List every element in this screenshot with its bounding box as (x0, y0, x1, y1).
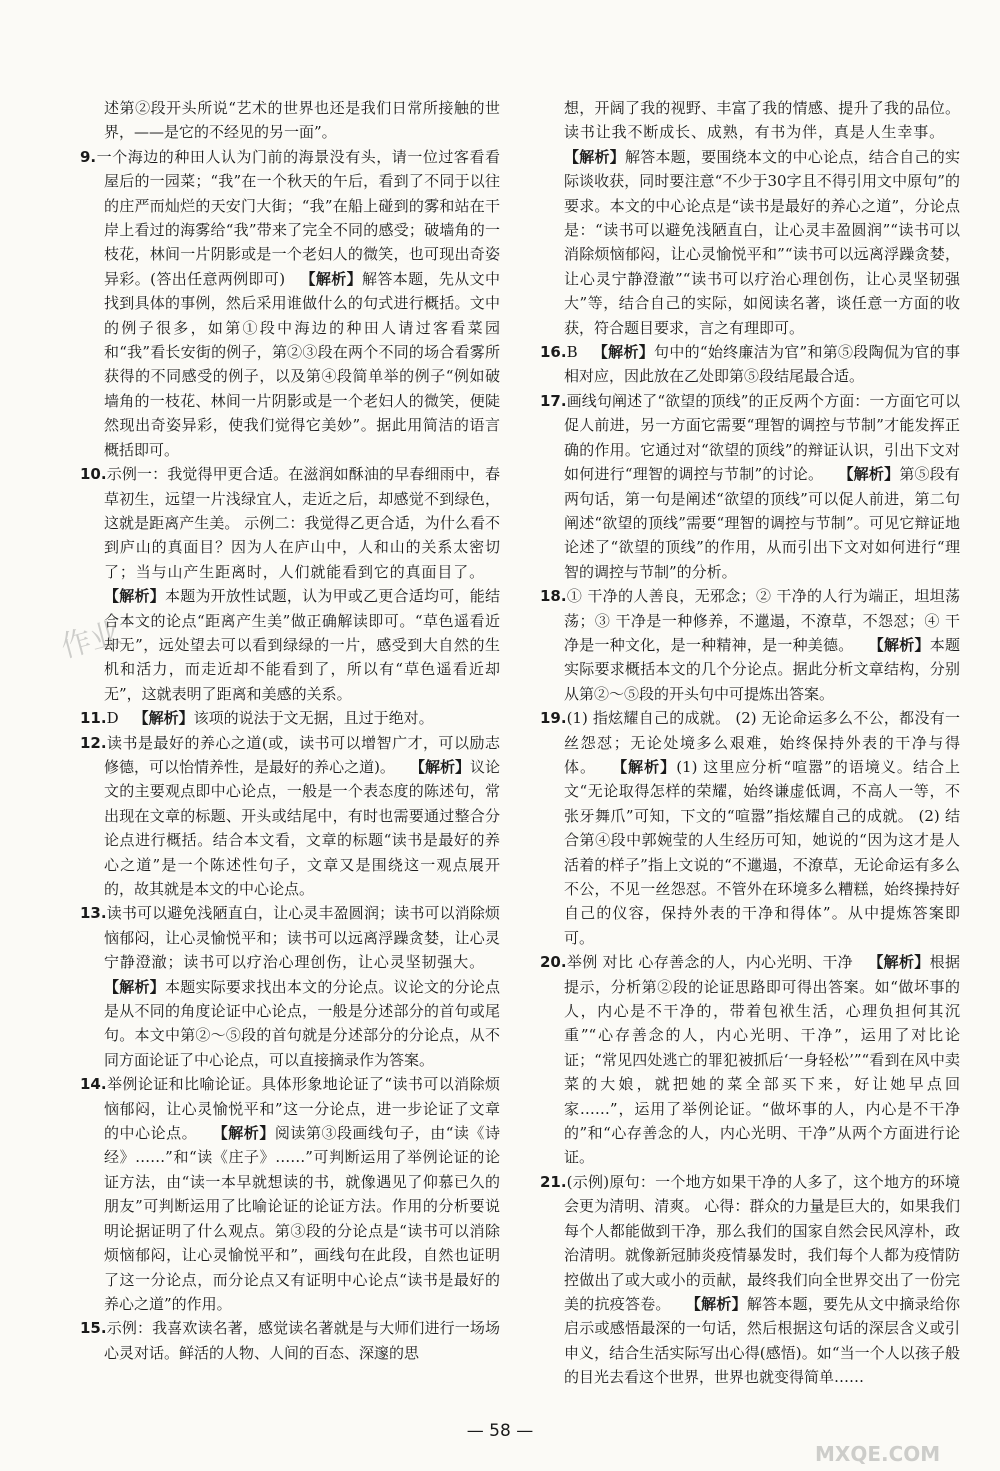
answer-item (540, 584, 960, 706)
answer-item (80, 1316, 500, 1365)
analysis-text: 本题为开放性试题，认为甲或乙更合适均可，能结合本文的论点“距离产生美”做正确解读即可。“草色遥看近却无”，远处望去可以看到绿绿的一片，感受到大自然的生机和活力，而走近却不能看到了，所以有“草色遥看近却无”，这就表明了距离和美感的关系。 (104, 587, 500, 703)
right-column (540, 96, 960, 1390)
answer-item (80, 96, 500, 145)
analysis-tag: 【解析】 (409, 757, 470, 776)
answer-text: (示例)原句：一个地方如果干净的人多了，这个地方的环境会更为清明、清爽。 心得：群众的力量是巨大的，如果我们每个人都能做到干净，那么我们的国家自然会民风淳朴，政治清明。就像新冠肺炎疫情暴发时，我们每个人都为疫情防控做出了或大或小的贡献，最终我们向全世界交出了一份完美的抗疫答卷。 (564, 1172, 960, 1313)
question-number: 19. (540, 709, 567, 728)
answer-item (80, 731, 500, 902)
question-number: 9. (80, 147, 97, 166)
analysis-text: 解答本题，要先从文中摘录给你启示或感悟最深的一句话，然后根据这句话的深层含义或引申义，结合生活实际写出心得(感悟)。如“当一个人以孩子般的目光去看这个世界，世界也就变得简单…… (564, 1294, 960, 1387)
analysis-tag: 【解析】 (868, 953, 930, 972)
answer-text: B (566, 343, 578, 362)
analysis-text: 根据提示，分析第②段的论证思路即可得出答案。如“做坏事的人，内心是不干净的，带着包袱生活，心理负担何其沉重”“心存善念的人，内心光明、干净”，运用了对比论证；“常见四处逃亡的罪犯被抓后‘一身轻松’”“看到在风中卖菜的大娘，就把她的菜全部买下来，好让她早点回家……”，运用了举例论证。“做坏事的人，内心是不干净的”和“心存善念的人，内心光明、干净”从两个方面进行论证。 (564, 953, 960, 1167)
analysis-text: 该项的说法于文无据，且过于绝对。 (193, 709, 434, 728)
analysis-tag: 【解析】 (592, 343, 655, 362)
question-number: 11. (80, 709, 107, 728)
analysis-tag: 【解析】 (212, 1124, 275, 1143)
answer-item (540, 706, 960, 950)
answer-text: 读书可以避免浅陋直白，让心灵丰盈圆润；读书可以消除烦恼郁闷，让心灵愉悦平和；读书可以远离浮躁贪婪，让心灵宁静澄澈；读书可以疗治心理创伤，让心灵坚韧强大。 (104, 904, 500, 972)
analysis-text: 第⑤段有两句话，第一句是阐述“欲望的顶线”可以促人前进，第二句阐述“欲望的顶线”需要“理智的调控与节制”。可见它辩证地论述了“欲望的顶线”的作用，从而引出下文对如何进行“理智的调控与节制”的分析。 (564, 465, 960, 581)
analysis-tag: 【解析】 (868, 635, 930, 654)
analysis-text: 解答本题，要围绕本文的中心论点，结合自己的实际谈收获，同时要注意“不少于30字且不得引用文中原句”的要求。本文的中心论点是“读书是最好的养心之道”，分论点是：“读书可以避免浅陋直白，让心灵丰盈圆润”“读书可以消除烦恼郁闷，让心灵愉悦平和”“读书可以远离浮躁贪婪，让心灵宁静澄澈”“读书可以疗治心理创伤，让心灵坚韧强大”等，结合自己的实际，如阅读名著，谈任意一方面的收获，符合题目要求，言之有理即可。 (564, 147, 960, 337)
answer-item (80, 706, 500, 730)
answer-item (540, 340, 960, 389)
question-number: 10. (80, 465, 107, 484)
question-number: 14. (80, 1075, 107, 1094)
answer-item (540, 1170, 960, 1390)
answer-text: 示例：我喜欢读名著，感觉读名著就是与大师们进行一场场心灵对话。鲜活的人物、人间的百态、深邃的思 (104, 1319, 500, 1362)
analysis-text: 议论文的主要观点即中心论点，一般是一个表态度的陈述句，常出现在文章的标题、开头或结尾中，有时也需要通过整合分论点进行概括。结合本文看，文章的标题“读书是最好的养心之道”是一个陈述性句子，文章又是围绕这一观点展开的，故其就是本文的中心论点。 (104, 757, 500, 898)
analysis-tag: 【解析】 (838, 465, 900, 484)
watermark-site: MXQE.COM (815, 1442, 941, 1466)
answer-text: 一个海边的种田人认为门前的海景没有头，请一位过客看看屋后的一园菜；“我”在一个秋天的午后，看到了不同于以往的庄严而灿烂的天安门大街；“我”在船上碰到的雾和站在干岸上看过的海雾给“我”带来了完全不同的感受；破墙角的一枝花，林间一片阴影或是一个老妇人的微笑，也可现出奇姿异彩。(答出任意两例即可) (96, 147, 500, 288)
answer-text: 示例一：我觉得甲更合适。在滋润如酥油的早春细雨中，春草初生，远望一片浅绿宜人，走近之后，却感觉不到绿色，这就是距离产生美。 示例二：我觉得乙更合适，为什么看不到庐山的真面目？因为人在庐山中，人和山的关系太密切了；当与山产生距离时，人们就能看到它的真面目了。 (104, 465, 500, 581)
question-number: 15. (80, 1319, 107, 1338)
question-number: 16. (540, 343, 567, 362)
answer-text: 画线句阐述了“欲望的顶线”的正反两个方面：一方面它可以促人前进，另一方面它需要“理智的调控与节制”才能发挥正确的作用。它通过对“欲望的顶线”的辩证认识，引出下文对如何进行“理智的调控与节制”的讨论。 (564, 391, 960, 484)
question-number: 13. (80, 904, 107, 923)
analysis-tag: 【解析】 (685, 1294, 747, 1313)
analysis-tag: 【解析】 (564, 147, 625, 166)
answer-item (80, 462, 500, 706)
answer-text: 读书是最好的养心之道(或，读书可以增智广才，可以励志修德，可以怡情养性，是最好的养心之道)。 (104, 733, 500, 776)
left-column (80, 96, 500, 1365)
answer-item (80, 145, 500, 462)
question-number: 12. (80, 733, 107, 752)
analysis-tag: 【解析】 (133, 709, 194, 728)
answer-text: 想，开阔了我的视野、丰富了我的情感、提升了我的品位。读书让我不断成长、成熟，有书为伴，真是人生幸事。 (564, 99, 960, 142)
answer-text: 述第②段开头所说“艺术的世界也还是我们日常所接触的世界，——是它的不经见的另一面”。 (104, 99, 500, 142)
question-number: 20. (540, 953, 567, 972)
analysis-tag: 【解析】 (104, 977, 165, 996)
answer-item (80, 1072, 500, 1316)
analysis-tag: 【解析】 (611, 757, 677, 776)
analysis-text: 句中的“始终廉洁为官”和第⑤段陶侃为官的事相对应，因此放在乙处即第⑤段结尾最合适。 (564, 343, 960, 386)
question-number: 17. (540, 391, 567, 410)
analysis-text: 阅读第③段画线句子，由“读《诗经》……”和“读《庄子》……”可判断运用了举例论证的论证方法，由“读一本早就想读的书，就像遇见了仰慕已久的朋友”可判断运用了比喻论证的论证方法。作用的分析要说明论据证明了什么观点。第③段的分论点是“读书可以消除烦恼郁闷，让心灵愉悦平和”，画线句在此段，自然也证明了这一分论点，而分论点又有证明中心论点“读书是最好的养心之道”的作用。 (104, 1124, 500, 1313)
analysis-tag: 【解析】 (104, 587, 165, 606)
analysis-text: 解答本题，先从文中找到具体的事例，然后采用谁做什么的句式进行概括。文中的例子很多，如第①段中海边的种田人请过客看菜园和“我”看长安街的例子，第②③段在两个不同的场合看雾所获得的不同感受的例子，以及第④段简单举的例子“例如破墙角的一枝花、林间一片阴影或是一个老妇人的微笑，便陡然现出奇姿异彩，使我们觉得它美妙”。据此用简洁的语言概括即可。 (104, 269, 500, 459)
answer-item (540, 950, 960, 1170)
answer-text: ① 干净的人善良，无邪念；② 干净的人行为端正，坦坦荡荡；③ 干净是一种修养，不邋遢，不潦草，不怨怼；④ 干净是一种文化，是一种精神，是一种美德。 (564, 587, 960, 654)
answer-text: (1) 指炫耀自己的成就。 (2) 无论命运多么不公，都没有一丝怨怼；无论处境多么艰难，始终保持外表的干净与得体。 (564, 709, 960, 776)
answer-text: 举例论证和比喻论证。具体形象地论证了“读书可以消除烦恼郁闷，让心灵愉悦平和”这一分论点，进一步论证了文章的中心论点。 (104, 1075, 500, 1143)
watermark-stamp: 作业 (57, 615, 125, 666)
answer-text: D (106, 709, 119, 728)
analysis-tag: 【解析】 (300, 269, 363, 288)
answer-item (540, 96, 960, 340)
answer-item (540, 389, 960, 584)
question-number: 18. (540, 587, 567, 606)
question-number: 21. (540, 1172, 567, 1191)
answer-item (80, 901, 500, 1072)
analysis-text: (1) 这里应分析“喧嚣”的语境义。结合上文“无论取得怎样的荣耀，始终谦虚低调，不高人一等，不张牙舞爪”可知，下文的“喧嚣”指炫耀自己的成就。 (2) 结合第④段中郭婉莹的人生经历可知，她说的“因为这才是人活着的样子”指上文说的“不邋遢，不潦草，无论命运有多么不公，不见一丝怨怼。不管外在环境多么糟糕，始终操持好自己的仪容，保持外表的干净和得体”。从中提炼答案即可。 (564, 757, 960, 947)
page-number: — 58 — (466, 1421, 534, 1441)
analysis-text: 本题实际要求概括本文的几个分论点。据此分析文章结构，分别从第②～⑤段的开头句中可提炼出答案。 (564, 635, 960, 703)
answer-text: 举例 对比 心存善念的人，内心光明、干净 (566, 953, 853, 972)
analysis-text: 本题实际要求找出本文的分论点。议论文的分论点是从不同的角度论证中心论点，一般是分述部分的首句或尾句。本文中第②～⑤段的首句就是分述部分的分论点，从不同方面论证了中心论点，可以直接摘录作为答案。 (104, 977, 500, 1069)
